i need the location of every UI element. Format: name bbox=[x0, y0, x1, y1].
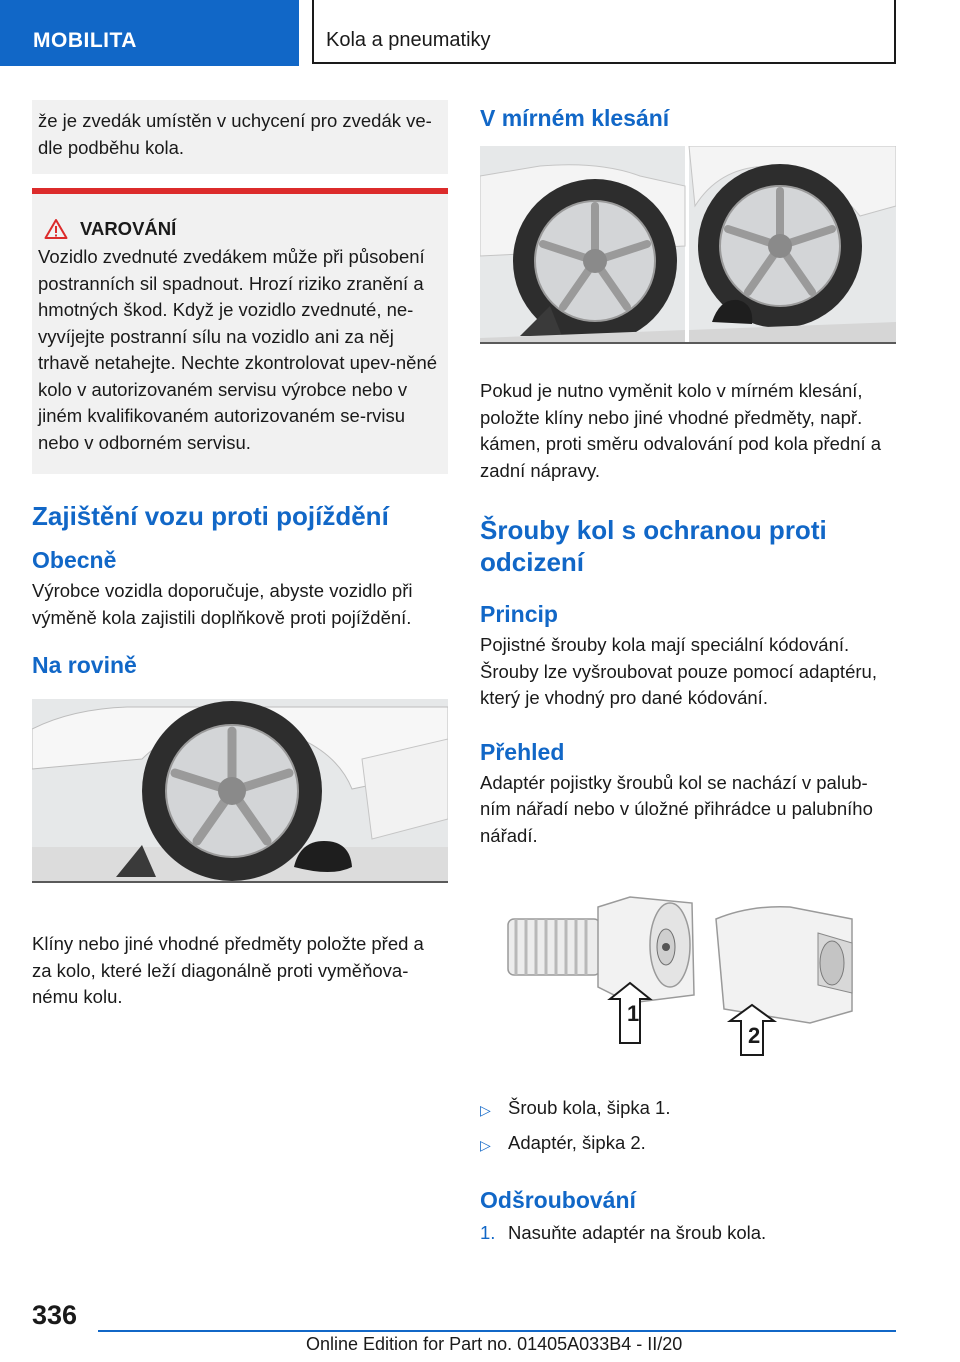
continued-note-text: že je zvedák umístěn v uchycení pro zvedák ve-dle podběhu kola. bbox=[38, 110, 432, 158]
step-item: 1. Nasuňte adaptér na šroub kola. bbox=[480, 1222, 767, 1243]
bolt-adapter-illustration bbox=[480, 883, 896, 1083]
footer-divider bbox=[98, 1330, 896, 1332]
continued-note-box bbox=[32, 100, 448, 174]
subheading-principle: Princip bbox=[480, 601, 558, 627]
wheel-chocks-flat-image bbox=[32, 699, 448, 883]
subheading-unscrew: Odšroubování bbox=[480, 1187, 636, 1213]
triangle-bullet-icon: ▷ bbox=[480, 1102, 491, 1118]
page-header bbox=[0, 0, 960, 66]
subheading-overview: Přehled bbox=[480, 738, 565, 765]
callout-1: 1 bbox=[627, 1001, 640, 1026]
subheading-slope: V mírném klesání bbox=[480, 105, 670, 131]
list-item: ▷ Adaptér, šipka 2. bbox=[480, 1130, 896, 1159]
section-heading-locking-bolts: Šrouby kol s ochranou proti odcizení bbox=[480, 515, 827, 577]
wheel-chocks-slope-image bbox=[480, 146, 896, 344]
callout-2: 2 bbox=[748, 1023, 761, 1048]
warning-box bbox=[32, 188, 448, 474]
right-column bbox=[480, 100, 896, 1247]
overview-list bbox=[480, 1095, 896, 1158]
general-text: Výrobce vozidla doporučuje, abyste vozidlo při výměně kola zajistili doplňkově proti pojíždění. bbox=[32, 580, 413, 628]
list-item: ▷ Šroub kola, šipka 1. bbox=[480, 1095, 896, 1124]
warning-text: Vozidlo zvednuté zvedákem může při působení postranních sil spadnout. Hrozí riziko zranění a hmotných škod. Když je vozidlo zvednuté, ne-vyvíjejte postranní sílu na vozidlo ani za něj trhavě netahejte. Nechte zkontrolovat upev-něné kolo v autorizovaném servisu výrobce nebo v jiném kvalifikovaném autorizovaném se-rvisu nebo v odborném servisu. bbox=[38, 246, 438, 453]
slope-illustration bbox=[480, 146, 896, 344]
slope-text: Pokud je nutno vyměnit kolo v mírném klesání, položte klíny nebo jiné vhodné předměty, např. kámen, proti směru odvalování pod kola přední a zadní nápravy. bbox=[480, 380, 882, 481]
subheading-general: Obecně bbox=[32, 547, 117, 573]
section-heading-immobilize: Zajištění vozu proti pojíždění bbox=[32, 501, 389, 531]
unscrew-steps bbox=[480, 1220, 896, 1247]
overview-text: Adaptér pojistky šroubů kol se nachází v palub-ním nářadí nebo v úložné přihrádce u palubního nářadí. bbox=[480, 771, 873, 846]
warning-triangle-icon bbox=[44, 218, 68, 240]
flat-ground-illustration bbox=[32, 699, 448, 883]
left-column bbox=[32, 100, 448, 1011]
chapter-title: Kola a pneumatiky bbox=[312, 0, 896, 64]
warning-heading bbox=[38, 218, 438, 240]
section-tab: MOBILITA bbox=[0, 0, 299, 66]
principle-text: Pojistné šrouby kola mají speciální kódování. Šrouby lze vyšroubovat pouze pomocí adaptéru, který je vhodný pro dané kódování. bbox=[480, 634, 877, 708]
triangle-bullet-icon: ▷ bbox=[480, 1136, 491, 1153]
page-number: 336 bbox=[32, 1300, 78, 1330]
subheading-flat: Na rovině bbox=[32, 652, 137, 678]
bolt-and-adapter-image bbox=[480, 883, 896, 1083]
flat-text: Klíny nebo jiné vhodné předměty položte před a za kolo, které leží diagonálně proti vyměňova-nému kolu. bbox=[32, 933, 424, 1007]
warning-title: VAROVÁNÍ bbox=[80, 218, 177, 239]
edition-info: Online Edition for Part no. 01405A033B4 - II/20 bbox=[306, 1334, 683, 1354]
